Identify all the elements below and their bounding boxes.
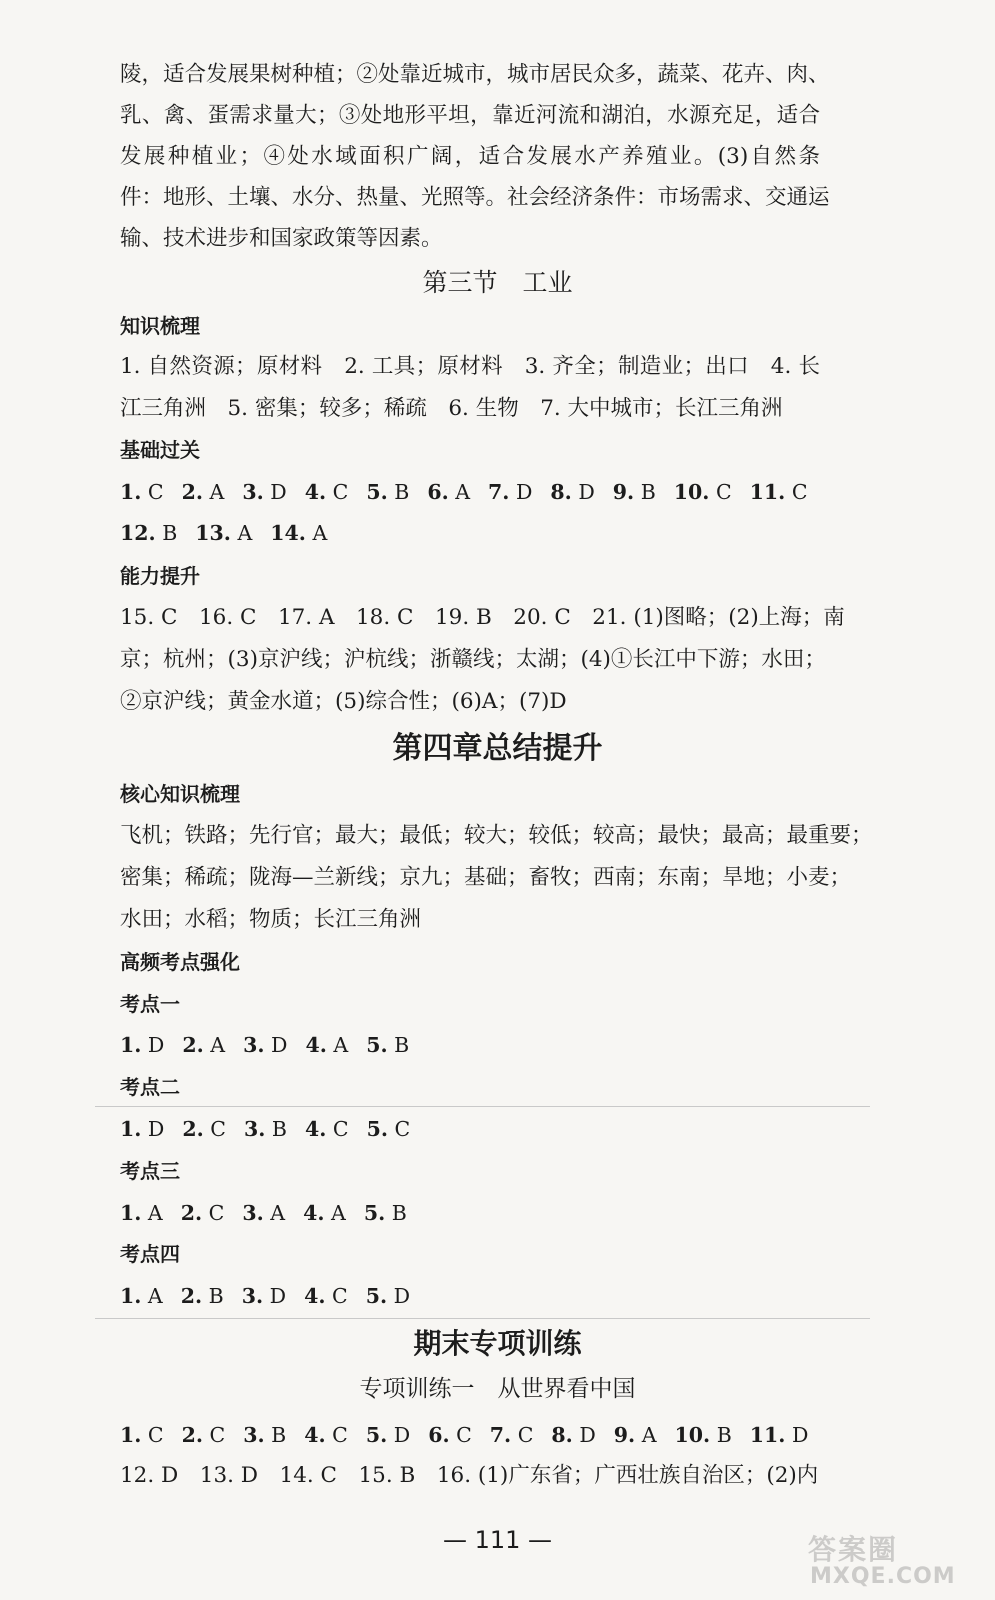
point-3-answers	[120, 1198, 425, 1228]
answer-choice: A	[203, 1033, 226, 1057]
final-answers-row-2: 12. D 13. D 14. C 15. B 16. (1)广东省；广西壮族自治区；(2)内	[120, 1463, 819, 1488]
answer-choice: C	[325, 1284, 348, 1308]
answer-choice: A	[230, 521, 253, 545]
answer-number: 8.	[551, 1423, 573, 1447]
point-4-answers	[120, 1281, 428, 1311]
answer-number: 6.	[428, 1423, 450, 1447]
watermark-bottom: MXQE.COM	[810, 1564, 956, 1589]
answer-item	[614, 1423, 657, 1447]
answer-choice: B	[385, 1201, 407, 1225]
knowledge-heading: 知识梳理	[120, 314, 200, 338]
answer-choice: C	[141, 1423, 164, 1447]
answer-choice: B	[634, 480, 656, 504]
ability-heading: 能力提升	[120, 564, 200, 588]
answer-choice: A	[203, 480, 225, 504]
answer-number: 1.	[120, 1201, 142, 1225]
core-line-1: 飞机；铁路；先行官；最大；最低；较大；较低；较高；最快；最高；最重要；	[120, 823, 873, 848]
answer-item	[367, 1117, 411, 1141]
answer-number: 5.	[365, 1423, 388, 1447]
intro-line-2: 乳、禽、蛋需求量大；③处地形平坦，靠近河流和湖泊，水源充足，适合	[120, 103, 820, 128]
answer-number: 10.	[673, 480, 710, 504]
answer-number: 4.	[303, 1201, 325, 1225]
answer-number: 3.	[242, 1201, 264, 1225]
watermark-logo	[800, 1528, 970, 1592]
answer-item	[304, 1423, 348, 1447]
answer-choice: B	[155, 521, 178, 545]
answer-number: 3.	[243, 1117, 266, 1141]
answer-choice: D	[387, 1423, 411, 1447]
answer-item	[120, 1201, 163, 1225]
answer-item	[244, 1117, 287, 1141]
answer-item	[305, 480, 349, 504]
intro-line-5: 输、技术进步和国家政策等因素。	[120, 226, 443, 251]
answer-item	[490, 1423, 534, 1447]
answer-item	[120, 1423, 164, 1447]
answer-number: 4.	[304, 1284, 326, 1308]
answer-item	[182, 1117, 226, 1141]
section-title: 第三节 工业	[422, 268, 573, 297]
answer-choice: A	[324, 1201, 346, 1225]
answer-choice: C	[387, 1117, 411, 1141]
point-2-heading: 考点二	[120, 1075, 180, 1099]
answer-number: 5.	[365, 1284, 388, 1308]
answer-number: 12.	[120, 521, 156, 545]
answer-item	[182, 480, 225, 504]
intro-line-3: 发展种植业；④处水域面积广阔，适合发展水产养殖业。(3)自然条	[120, 144, 820, 169]
answer-choice: B	[710, 1423, 732, 1447]
answer-choice: B	[265, 1117, 287, 1141]
answer-item	[182, 1033, 225, 1057]
answer-item	[242, 1201, 285, 1225]
answer-number: 9.	[613, 1423, 636, 1447]
answer-number: 1.	[120, 1423, 142, 1447]
divider	[95, 1318, 870, 1319]
answer-choice: C	[709, 480, 732, 504]
answer-item	[270, 521, 327, 545]
answer-number: 2.	[180, 1201, 203, 1225]
answer-number: 4.	[304, 480, 327, 504]
answer-item	[120, 1033, 164, 1057]
basic-answers-row-1	[120, 477, 826, 507]
answer-choice: A	[635, 1423, 657, 1447]
answer-number: 10.	[674, 1423, 711, 1447]
answer-number: 3.	[243, 1033, 265, 1057]
answer-choice: C	[449, 1423, 472, 1447]
answer-item	[364, 1201, 407, 1225]
answer-number: 9.	[612, 480, 635, 504]
answer-item	[750, 480, 808, 504]
answer-number: 5.	[366, 1117, 388, 1141]
answer-choice: B	[387, 1033, 410, 1057]
intro-line-4: 件：地形、土壤、水分、热量、光照等。社会经济条件：市场需求、交通运	[120, 185, 830, 210]
point-2-answers	[120, 1114, 428, 1144]
answer-item	[303, 1201, 346, 1225]
answer-number: 1.	[120, 1284, 142, 1308]
answer-item	[182, 1423, 226, 1447]
answer-item	[488, 480, 532, 504]
answer-item	[305, 1117, 349, 1141]
final-subtitle: 专项训练一 从世界看中国	[359, 1376, 636, 1402]
answer-choice: D	[263, 1284, 287, 1308]
answer-choice: C	[785, 480, 808, 504]
answer-item	[242, 480, 286, 504]
answer-choice: C	[202, 1201, 225, 1225]
answer-item	[120, 1284, 163, 1308]
basic-answers-row-2	[120, 518, 345, 548]
answer-choice: C	[203, 1117, 226, 1141]
answer-number: 4.	[305, 1033, 327, 1057]
answer-number: 8.	[550, 480, 572, 504]
answer-item	[427, 480, 470, 504]
answer-item	[675, 1423, 732, 1447]
answer-choice: D	[264, 1033, 288, 1057]
answer-item	[243, 1033, 287, 1057]
answer-number: 11.	[749, 480, 786, 504]
freq-heading: 高频考点强化	[120, 950, 240, 974]
answer-item	[674, 480, 732, 504]
answer-number: 7.	[488, 480, 510, 504]
answer-item	[195, 521, 252, 545]
answer-number: 4.	[304, 1117, 327, 1141]
answer-number: 1.	[120, 1117, 142, 1141]
answer-number: 5.	[366, 480, 388, 504]
answer-item	[120, 1117, 164, 1141]
final-title: 期末专项训练	[413, 1327, 582, 1360]
answer-item	[750, 1423, 809, 1447]
point-4-heading: 考点四	[120, 1242, 180, 1266]
answer-choice: D	[263, 480, 287, 504]
answer-number: 5.	[366, 1033, 388, 1057]
answer-choice: B	[264, 1423, 287, 1447]
answer-item	[181, 1201, 225, 1225]
answer-number: 6.	[427, 480, 449, 504]
answer-number: 3.	[241, 1284, 264, 1308]
answer-item	[428, 1423, 472, 1447]
answer-number: 7.	[489, 1423, 512, 1447]
watermark-top: 答案圈	[808, 1533, 899, 1566]
answer-number: 2.	[181, 1423, 204, 1447]
answer-item	[243, 1423, 286, 1447]
answer-item	[366, 1423, 410, 1447]
answer-choice: A	[326, 1033, 349, 1057]
answer-choice: D	[387, 1284, 411, 1308]
answer-choice: A	[141, 1201, 163, 1225]
answer-item	[120, 480, 164, 504]
answer-item	[366, 1033, 409, 1057]
answer-choice: C	[326, 480, 349, 504]
answer-choice: B	[202, 1284, 224, 1308]
answer-number: 2.	[182, 1117, 204, 1141]
ability-line-1: 15. C 16. C 17. A 18. C 19. B 20. C 21. (1)图略；(2)上海；南	[120, 605, 845, 630]
answer-number: 11.	[749, 1423, 786, 1447]
knowledge-line-1: 1. 自然资源；原材料 2. 工具；原材料 3. 齐全；制造业；出口 4. 长	[120, 354, 820, 379]
answer-number: 3.	[242, 480, 264, 504]
answer-number: 2.	[181, 480, 204, 504]
answer-number: 3.	[243, 1423, 265, 1447]
answer-item	[613, 480, 656, 504]
point-1-heading: 考点一	[120, 992, 180, 1016]
answer-item	[120, 521, 177, 545]
answer-choice: D	[571, 480, 595, 504]
answer-item	[181, 1284, 224, 1308]
knowledge-line-2: 江三角洲 5. 密集；较多；稀疏 6. 生物 7. 大中城市；长江三角洲	[120, 396, 783, 421]
core-line-3: 水田；水稻；物质；长江三角洲	[120, 907, 422, 932]
answer-number: 14.	[270, 521, 306, 545]
answer-choice: C	[511, 1423, 534, 1447]
answer-item	[550, 480, 594, 504]
answer-choice: D	[785, 1423, 809, 1447]
answer-choice: A	[448, 480, 471, 504]
ability-line-2: 京；杭州；(3)京沪线；沪杭线；浙赣线；太湖；(4)①长江中下游；水田；	[120, 647, 826, 672]
divider	[95, 1106, 870, 1107]
answer-item	[551, 1423, 595, 1447]
answer-choice: D	[141, 1117, 165, 1141]
answer-choice: C	[325, 1423, 348, 1447]
answer-number: 5.	[363, 1201, 386, 1225]
answer-item	[242, 1284, 286, 1308]
core-line-2: 密集；稀疏；陇海—兰新线；京九；基础；畜牧；西南；东南；旱地；小麦；	[120, 865, 852, 890]
page-number: — 111 —	[442, 1526, 553, 1554]
answer-choice: D	[141, 1033, 165, 1057]
answer-choice: B	[387, 480, 410, 504]
answer-number: 2.	[180, 1284, 203, 1308]
answer-choice: A	[305, 521, 328, 545]
ability-line-3: ②京沪线；黄金水道；(5)综合性；(6)A；(7)D	[120, 689, 567, 714]
answer-number: 13.	[195, 521, 231, 545]
answer-number: 2.	[182, 1033, 204, 1057]
answer-choice: D	[572, 1423, 596, 1447]
core-heading: 核心知识梳理	[120, 782, 240, 806]
answer-item	[366, 480, 409, 504]
point-3-heading: 考点三	[120, 1159, 180, 1183]
answer-choice: A	[141, 1284, 163, 1308]
point-1-answers	[120, 1030, 427, 1060]
answer-choice: C	[203, 1423, 226, 1447]
answer-number: 4.	[304, 1423, 326, 1447]
final-answers-row-1	[120, 1420, 826, 1450]
answer-item	[366, 1284, 410, 1308]
answer-choice: C	[141, 480, 164, 504]
answer-number: 1.	[120, 1033, 142, 1057]
basic-heading: 基础过关	[120, 438, 200, 462]
answer-item	[305, 1033, 348, 1057]
answer-choice: D	[509, 480, 533, 504]
answer-choice: A	[263, 1201, 286, 1225]
chapter-title: 第四章总结提升	[392, 731, 603, 766]
answer-item	[304, 1284, 348, 1308]
answer-number: 1.	[120, 480, 142, 504]
answer-choice: C	[326, 1117, 349, 1141]
intro-line-1: 陵，适合发展果树种植；②处靠近城市，城市居民众多，蔬菜、花卉、肉、	[120, 62, 830, 87]
